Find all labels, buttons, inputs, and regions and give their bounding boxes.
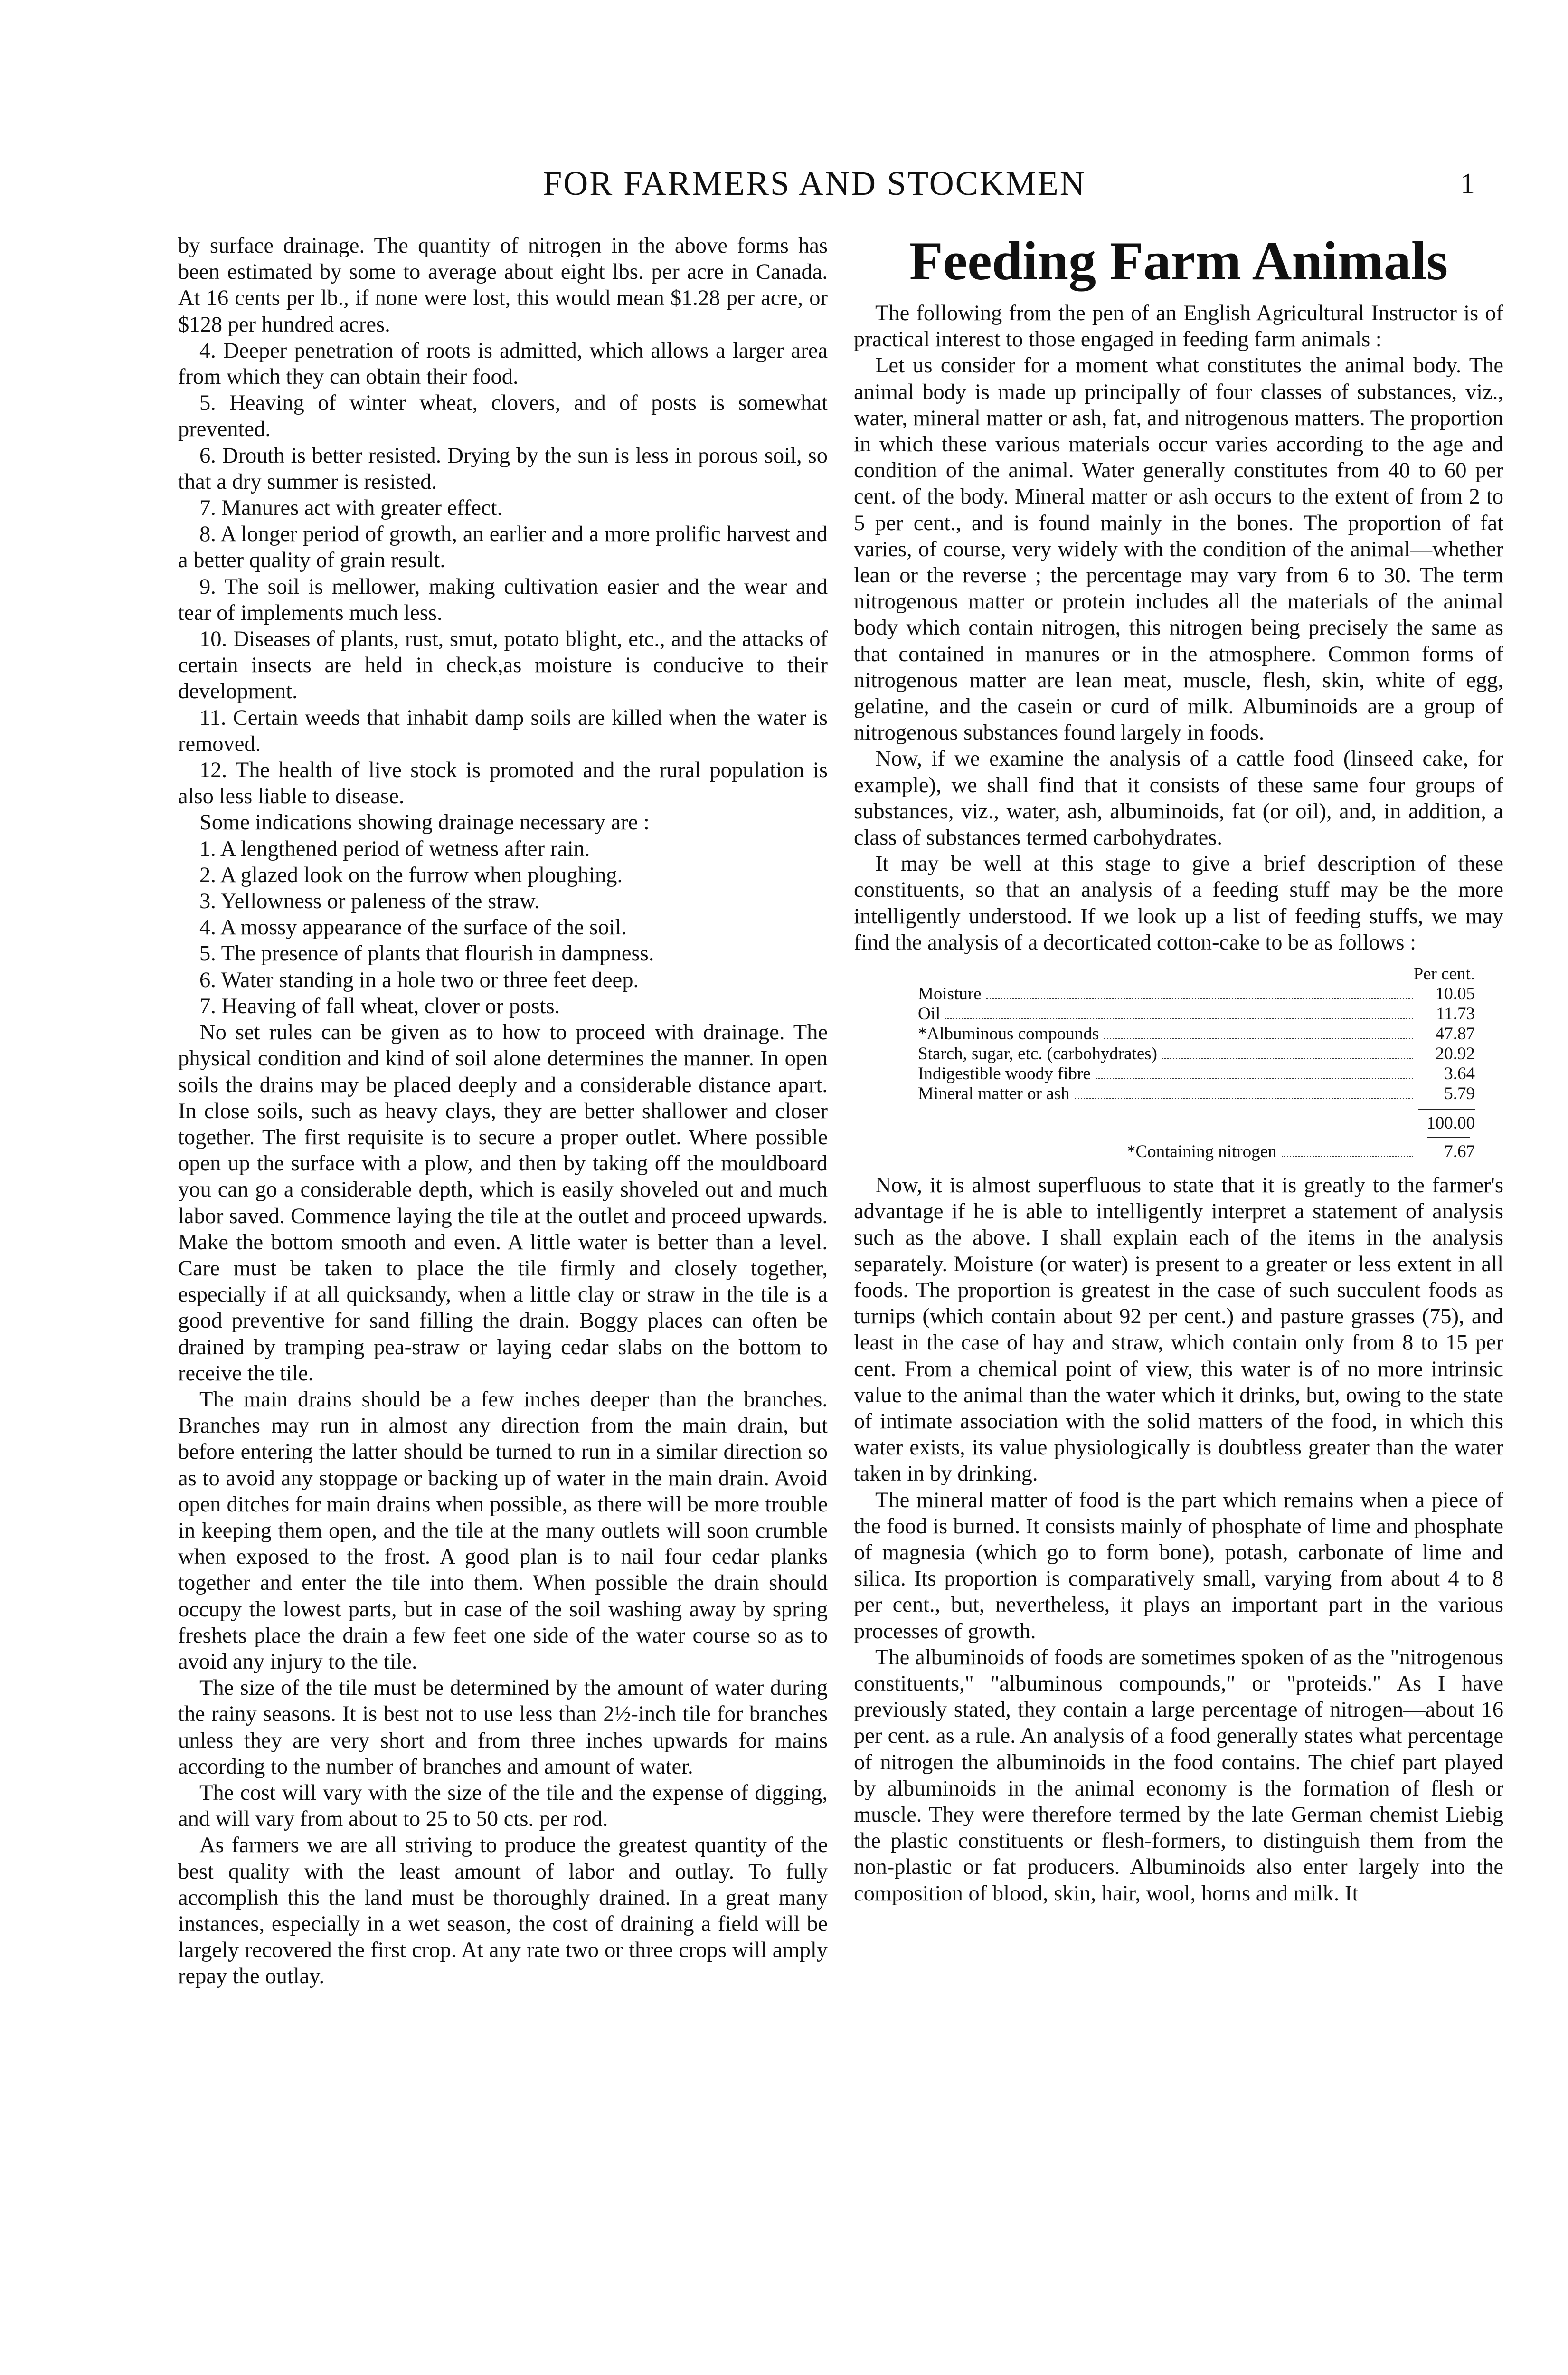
benefit-item: 10. Diseases of plants, rust, smut, potato blight, etc., and the attacks of certain insects are held in check,as moisture is conducive to their development.: [178, 627, 828, 704]
analysis-row-name: Oil: [918, 1004, 941, 1024]
paragraph-main-drains: The main drains should be a few inches deeper than the branches. Branches may run in almost any direction from the main drain, but before entering the latter should be turned to run in a similar direction so as to avoid any stoppage or backing up of water in the main drain. Avoid open ditches for main drains when possible, as there will be more trouble in keeping them open, and the tile at the many outlets will soon crumble when exposed to the frost. A good plan is to nail four cedar planks together and enter the tile into them. When possible the drain should occupy the lowest parts, but in case of the soil washing away by spring freshets place the drain a few feet one side of the water course so as to avoid any injury to the tile.: [178, 1387, 828, 1674]
analysis-row: [918, 1004, 1475, 1024]
benefit-item: 5. Heaving of winter wheat, clovers, and of posts is somewhat prevented.: [178, 391, 828, 442]
indications-list: [178, 836, 828, 1019]
analysis-row: [918, 1064, 1475, 1084]
analysis-table: [854, 964, 1503, 1162]
analysis-row: [918, 1044, 1475, 1064]
paragraph-farmers: As farmers we are all striving to produce the greatest quantity of the best quality with the least amount of labor and outlay. To fully accomplish this the land must be thoroughly drained. In a great many instances, especially in a wet season, the cost of draining a field will be largely recovered the first crop. At any rate two or three crops will amply repay the outlay.: [178, 1833, 828, 1989]
paragraph-moisture: Now, it is almost superfluous to state that it is greatly to the farmer's advantage if he is able to intelligently interpret a statement of analysis such as the above. I shall explain each of the items in the analysis separately. Moisture (or water) is present to a greater or less extent in all foods. The proportion is greatest in the case of such succulent foods as turnips (which contain about 92 per cent.) and pasture grasses (75), and least in the case of hay and straw, which contain only from 8 to 15 per cent. From a chemical point of view, this water is of no more intrinsic value to the animal than the water which it drinks, but, owing to the state of intimate association with the solid matters of the food, in which this water exists, its value physiologically is doubtless greater than the water taken in by drinking.: [854, 1173, 1503, 1486]
article-title: Feeding Farm Animals: [909, 231, 1448, 292]
benefit-item: 9. The soil is mellower, making cultivation easier and the wear and tear of implements much less.: [178, 574, 828, 625]
analysis-row-value: 3.64: [1444, 1064, 1475, 1084]
paragraph-constituents: It may be well at this stage to give a brief description of these constituents, so that an analysis of a feeding stuff may be the more intelligently understood. If we look up a list of feeding stuffs, we may find the analysis of a decorticated cotton-cake to be as follows :: [854, 852, 1503, 955]
analysis-row-name: Starch, sugar, etc. (carbohydrates): [918, 1044, 1157, 1064]
paragraph-mineral-matter: The mineral matter of food is the part which remains when a piece of the food is burned. It consists mainly of phosphate of lime and phosphate of magnesia (which go to form bone), potash, carbonate of lime and silica. Its proportion is comparatively small, varying from about 4 to 8 per cent., but, nevertheless, it plays an important part in the various processes of growth.: [854, 1488, 1503, 1644]
paragraph-albuminoids: The albuminoids of foods are sometimes spoken of as the "nitrogenous constituents," "albuminous compounds," or "proteids." As I have previously stated, they contain a large percentage of nitrogen—about 16 per cent. as a rule. An analysis of a food generally states what percentage of nitrogen the albuminoids in the food contains. The chief part played by albuminoids in the animal economy is the formation of flesh or muscle. They were therefore termed by the late German chemist Liebig the plastic constituents or flesh-formers, to distinguish them from the non-plastic or fat producers. Albuminoids also enter largely into the composition of blood, skin, hair, wool, horns and milk. It: [854, 1645, 1503, 1906]
total-double-rule: [1427, 1137, 1470, 1138]
analysis-row-value: 20.92: [1435, 1044, 1475, 1064]
analysis-footnote: [1127, 1142, 1475, 1162]
analysis-row-name: *Albuminous compounds: [918, 1024, 1099, 1044]
analysis-total: 100.00: [1426, 1113, 1475, 1133]
total-rule: [1418, 1109, 1475, 1110]
paragraph-cost: The cost will vary with the size of the tile and the expense of digging, and will vary from about to 25 to 50 cts. per rod.: [178, 1780, 828, 1832]
benefit-item: 12. The health of live stock is promoted and the rural population is also less liable to disease.: [178, 758, 828, 809]
indication-item: 7. Heaving of fall wheat, clover or posts.: [199, 994, 560, 1018]
benefit-item: 4. Deeper penetration of roots is admitted, which allows a larger area from which they can obtain their food.: [178, 338, 828, 390]
analysis-row-name: Indigestible woody fibre: [918, 1064, 1091, 1084]
indication-item: 6. Water standing in a hole two or three feet deep.: [199, 968, 639, 992]
footnote-name: *Containing nitrogen: [1127, 1142, 1277, 1162]
left-column: [178, 233, 828, 1990]
indication-item: 4. A mossy appearance of the surface of the soil.: [199, 915, 627, 940]
paragraph-rules: No set rules can be given as to how to proceed with drainage. The physical condition and kind of soil alone determines the manner. In open soils the drains may be placed deeply and a considerable distance apart. In close soils, such as heavy clays, they are better shallower and closer together. The first requisite is to secure a proper outlet. Where possible open up the surface with a plow, and then by taking off the mouldboard you can go a considerable depth, which is easily shoveled out and much labor saved. Commence laying the tile at the outlet and proceed upwards. Make the bottom smooth and even. A little water is better than a level. Care must be taken to place the tile firmly and closely together, especially if at all quicksandy, when a little clay or straw in the tile is a good preventive for sand filling the drain. Boggy places can often be drained by tramping pea-straw or laying cedar slabs on the bottom to receive the tile.: [178, 1020, 828, 1386]
indication-item: 5. The presence of plants that flourish in dampness.: [199, 941, 654, 966]
paragraph-animal-body: Let us consider for a moment what constitutes the animal body. The animal body is made up principally of four classes of substances, viz., water, mineral matter or ash, fat, and nitrogenous matters. The proportion in which these various materials occur varies according to the age and condition of the animal. Water generally constitutes from 40 to 60 per cent. of the body. Mineral matter or ash occurs to the extent of from 2 to 5 per cent., and is found mainly in the bones. The proportion of fat varies, of course, very widely with the condition of the animal—whether lean or the reverse ; the percentage may vary from 6 to 30. The term nitrogenous matter or protein includes all the materials of the animal body which contain nitrogen, this nitrogen being precisely the same as that contained in manures or in the atmosphere. Common forms of nitrogenous matter are lean meat, muscle, flesh, skin, white of egg, gelatine, and the casein or curd of milk. Albuminoids are a group of nitrogenous substances found largely in foods.: [854, 353, 1503, 745]
paragraph-cattle-food: Now, if we examine the analysis of a cattle food (linseed cake, for example), we shall find that it consists of these same four groups of substances, viz., water, ash, albuminoids, fat (or oil), and, in addition, a class of substances termed carbohydrates.: [854, 747, 1503, 850]
benefit-item: 7. Manures act with greater effect.: [199, 496, 503, 521]
indication-item: 1. A lengthened period of wetness after rain.: [199, 836, 590, 861]
page-number: 1: [1460, 168, 1475, 200]
analysis-row-name: Mineral matter or ash: [918, 1084, 1070, 1104]
paragraph-tile-size: The size of the tile must be determined by the amount of water during the rainy seasons. It is best not to use less than 2½-inch tile for branches unless they are very short and from three inches upwards for mains according to the number of branches and amount of water.: [178, 1676, 828, 1779]
running-header: FOR FARMERS AND STOCKMEN: [543, 164, 1086, 202]
indication-item: 3. Yellowness or paleness of the straw.: [199, 889, 540, 914]
footnote-value: 7.67: [1444, 1142, 1475, 1162]
analysis-row-name: Moisture: [918, 984, 982, 1004]
paragraph-lead: The following from the pen of an English Agricultural Instructor is of practical interest to those engaged in feeding farm animals :: [854, 301, 1503, 352]
indication-item: 2. A glazed look on the furrow when ploughing.: [199, 863, 623, 887]
analysis-row-value: 11.73: [1436, 1004, 1475, 1024]
indications-heading: Some indications showing drainage necessary are :: [199, 810, 650, 835]
benefit-item: 6. Drouth is better resisted. Drying by the sun is less in porous soil, so that a dry summer is resisted.: [178, 443, 828, 494]
analysis-row: [918, 1084, 1475, 1104]
right-column: [854, 233, 1503, 1907]
analysis-column-header: Per cent.: [1413, 964, 1475, 984]
benefit-item: 8. A longer period of growth, an earlier and a more prolific harvest and a better quality of grain result.: [178, 522, 828, 573]
paragraph-intro: by surface drainage. The quantity of nitrogen in the above forms has been estimated by some to average about eight lbs. per acre in Canada. At 16 cents per lb., if none were lost, this would mean $1.28 per acre, or $128 per hundred acres.: [178, 234, 828, 337]
analysis-row: [918, 1024, 1475, 1044]
analysis-row-value: 5.79: [1444, 1084, 1475, 1104]
analysis-row-value: 10.05: [1435, 984, 1475, 1004]
benefit-item: 11. Certain weeds that inhabit damp soils are killed when the water is removed.: [178, 705, 828, 756]
analysis-row: [918, 984, 1475, 1004]
analysis-row-value: 47.87: [1435, 1024, 1475, 1044]
